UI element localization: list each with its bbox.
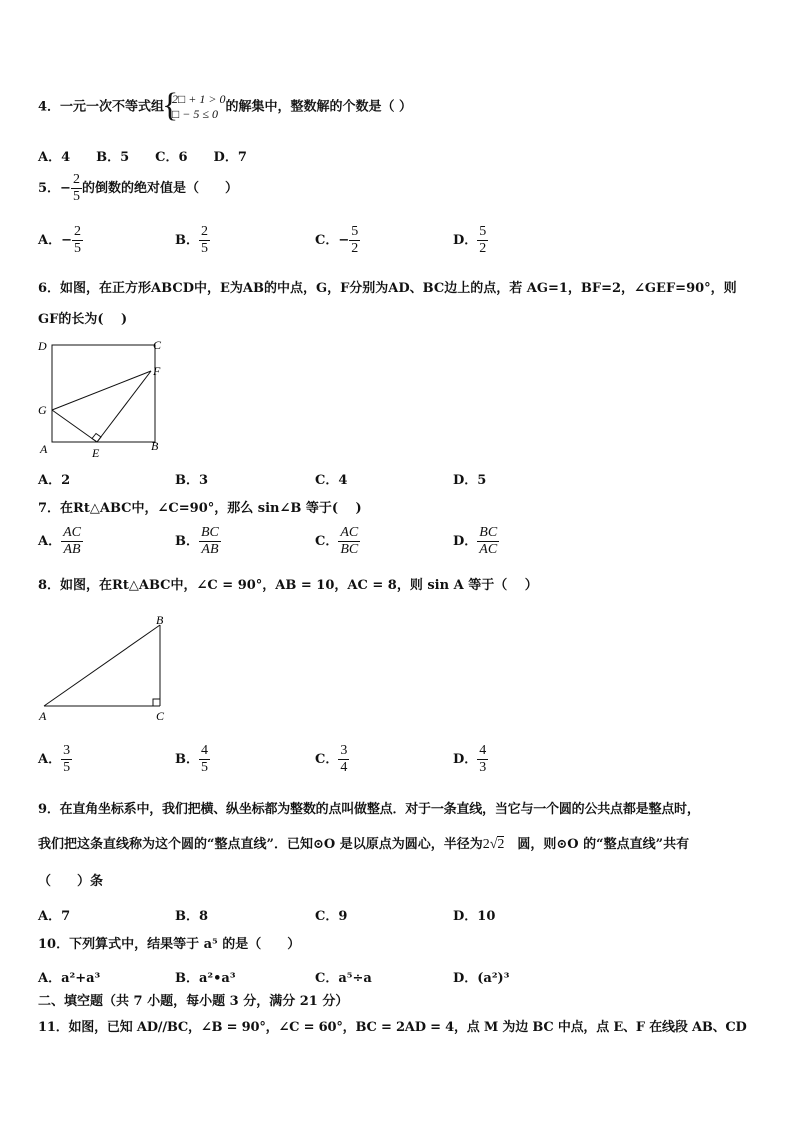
q5-option-c xyxy=(315,224,360,257)
q9-line3: （ ）条 xyxy=(38,874,104,889)
q7-option-d xyxy=(453,525,499,558)
q9-line1: 9．在直角坐标系中，我们把横、纵坐标都为整数的点叫做整点．对于一条直线，当它与一个圆的公共点都是整点时， xyxy=(38,802,700,817)
q7-d-label: D． xyxy=(453,534,478,549)
q7-a-num: AC xyxy=(63,525,81,540)
q6-square-figure xyxy=(30,332,180,462)
q9-radius-radicand: 2 xyxy=(497,837,505,852)
q8-option-d xyxy=(453,743,488,776)
q6-label-c: C xyxy=(153,338,162,352)
q6-segment-ge xyxy=(52,410,97,442)
q8-a-den: 5 xyxy=(63,760,71,775)
q6-label-f: F xyxy=(153,364,161,378)
q4-sys-line1: { 2□ + 1 > 0 xyxy=(172,92,226,106)
q5-option-a xyxy=(38,224,83,257)
q7-b-label: B． xyxy=(175,534,199,549)
q6-option-a: A．2 xyxy=(38,473,71,488)
q7-option-b xyxy=(175,525,221,558)
q9-option-b: B．8 xyxy=(175,909,209,924)
q6-label-g: G xyxy=(38,403,47,417)
q8-d-den: 3 xyxy=(479,760,487,775)
q9-option-c: C．9 xyxy=(315,909,348,924)
q5-a-label: A．− xyxy=(38,233,72,248)
q8-d-label: D． xyxy=(453,752,478,767)
q8-d-num: 4 xyxy=(479,743,487,758)
q6-line1: 6．如图，在正方形ABCD中，E为AB的中点，G，F分别为AD、BC边上的点，若 AG=1，BF=2，∠GEF=90°，则 xyxy=(38,281,737,296)
q6-label-a: A xyxy=(40,442,48,456)
q5-num: 2 xyxy=(72,172,80,187)
q8-label-c: C xyxy=(156,709,165,723)
q7-a-den: AB xyxy=(63,542,81,557)
q8-a-num: 3 xyxy=(63,743,71,758)
q7-b-den: AB xyxy=(201,542,219,557)
q4-options: A．4 B．5 C．6 D．7 xyxy=(38,150,247,165)
q5-suffix: 的倒数的绝对值是（ ） xyxy=(81,181,238,196)
q7-option-a xyxy=(38,525,83,558)
q9-radius-coef: 2 xyxy=(482,837,490,852)
q9-option-a: A．7 xyxy=(38,909,71,924)
q5-d-num: 5 xyxy=(479,224,487,239)
q5-b-label: B． xyxy=(175,233,199,248)
q6-square xyxy=(52,345,155,442)
q9-line2-post: 圆，则⊙O 的“整点直线”共有 xyxy=(517,837,690,852)
question-4 xyxy=(38,92,412,122)
q7-a-label: A． xyxy=(38,534,62,549)
q8-c-den: 4 xyxy=(340,760,348,775)
q6-option-b: B．3 xyxy=(175,473,209,488)
q6-option-c: C．4 xyxy=(315,473,348,488)
q8-option-b xyxy=(175,743,210,776)
q10-option-c: C．a⁵÷a xyxy=(315,971,372,986)
q9-line2-pre: 我们把这条直线称为这个圆的“整点直线”．已知⊙O 是以原点为圆心，半径为 xyxy=(38,837,483,852)
q5-den: 5 xyxy=(72,189,80,204)
q10-text: 10．下列算式中，结果等于 a⁵ 的是（ ） xyxy=(38,937,301,952)
q8-text: 8．如图，在Rt△ABC中，∠C = 90°，AB = 10，AC = 8，则 sin A 等于（ ） xyxy=(38,578,538,593)
q8-triangle-figure xyxy=(30,610,180,725)
q6-label-e: E xyxy=(92,446,100,460)
q9-option-d: D．10 xyxy=(453,909,496,924)
q8-right-angle-mark xyxy=(153,699,160,706)
q7-b-num: BC xyxy=(201,525,219,540)
q8-side-ab xyxy=(44,625,160,706)
q6-label-b: B xyxy=(151,439,159,453)
q8-option-a xyxy=(38,743,72,776)
q11-text: 11．如图，已知 AD//BC，∠B = 90°，∠C = 60°，BC = 2AD = 4，点 M 为边 BC 中点，点 E、F 在线段 AB、CD xyxy=(38,1020,747,1035)
q8-c-label: C． xyxy=(315,752,339,767)
q8-option-c xyxy=(315,743,349,776)
q5-option-b xyxy=(175,224,210,257)
q6-option-d: D．5 xyxy=(453,473,487,488)
q8-c-num: 3 xyxy=(340,743,348,758)
section-2-heading: 二、填空题（共 7 小题，每小题 3 分，满分 21 分） xyxy=(38,994,349,1009)
q7-option-c xyxy=(315,525,360,558)
q7-c-num: AC xyxy=(340,525,359,540)
q5-prefix: 5．− xyxy=(38,181,71,196)
q5-a-num: 2 xyxy=(73,224,81,239)
q5-b-den: 5 xyxy=(201,241,208,256)
q5-a-den: 5 xyxy=(73,241,81,256)
q5-fraction xyxy=(71,172,82,205)
q7-c-label: C． xyxy=(315,534,339,549)
q5-option-d xyxy=(453,224,488,257)
q10-option-b: B．a²•a³ xyxy=(175,971,236,986)
q8-b-den: 5 xyxy=(201,760,208,775)
q5-d-label: D． xyxy=(453,233,478,248)
q5-c-label: C．− xyxy=(315,233,350,248)
q8-b-num: 4 xyxy=(201,743,208,758)
q10-option-d: D．(a²)³ xyxy=(453,971,510,986)
q5-c-num: 5 xyxy=(351,224,359,239)
q9-line2 xyxy=(38,836,689,854)
q5-c-den: 2 xyxy=(351,241,359,256)
q7-c-den: BC xyxy=(340,542,359,557)
q8-label-a: A xyxy=(39,709,47,723)
q10-option-a: A．a²+a³ xyxy=(38,971,101,986)
q5-d-den: 2 xyxy=(479,241,487,256)
q8-a-label: A． xyxy=(38,752,62,767)
q4-sys-line2: □ − 5 ≤ 0 xyxy=(172,107,218,121)
q7-d-den: AC xyxy=(479,542,498,557)
q7-text: 7．在Rt△ABC中，∠C=90°，那么 sin∠B 等于( ) xyxy=(38,501,362,516)
q8-label-b: B xyxy=(156,613,164,627)
q6-line2: GF的长为( ) xyxy=(38,312,128,327)
q4-inequality-system xyxy=(164,92,225,122)
q4-suffix: 的解集中，整数解的个数是（ ） xyxy=(225,99,413,115)
q8-b-label: B． xyxy=(175,752,199,767)
q6-label-d: D xyxy=(38,339,47,353)
question-5 xyxy=(38,172,238,205)
q7-d-num: BC xyxy=(479,525,498,540)
q9-radius: 2√2 xyxy=(482,837,505,852)
q4-prefix: 4．一元一次不等式组 xyxy=(38,99,165,115)
q5-b-num: 2 xyxy=(201,224,208,239)
